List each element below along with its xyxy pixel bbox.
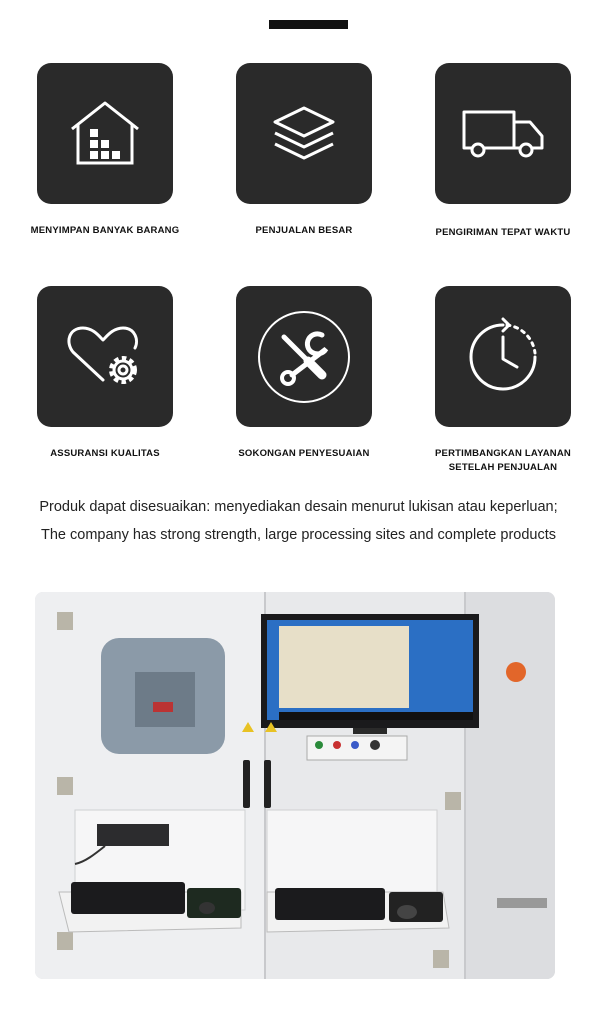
feature-quality (5, 286, 205, 461)
product-photo (35, 592, 555, 979)
top-accent-bar (269, 20, 348, 29)
feature-customization (204, 286, 404, 461)
machine-illustration (35, 592, 555, 979)
description-line-2: The company has strong strength, large processing sites and complete products (40, 527, 557, 543)
clock-refresh-icon (463, 317, 543, 397)
truck-icon (460, 104, 546, 164)
feature-label: SOKONGAN PENYESUAIAN (238, 448, 370, 459)
heart-gear-icon (65, 322, 145, 392)
feature-label: ASSURANSI KUALITAS (50, 448, 160, 459)
description-line-1: Produk dapat disesuaikan: menyediakan desain menurut lukisan atau keperluan; (39, 499, 558, 515)
tools-icon (256, 309, 352, 405)
feature-label: PERTIMBANGKAN LAYANAN SETELAH PENJUALAN (435, 448, 571, 473)
feature-tile (37, 286, 173, 427)
feature-tile (435, 286, 571, 427)
feature-warehouse (5, 63, 205, 238)
feature-tile (435, 63, 571, 204)
feature-label: MENYIMPAN BANYAK BARANG (30, 225, 180, 236)
warehouse-icon (68, 97, 142, 171)
feature-after-sales (403, 286, 597, 475)
feature-label: PENGIRIMAN TEPAT WAKTU (435, 227, 571, 238)
feature-label: PENJUALAN BESAR (255, 225, 353, 236)
feature-delivery (403, 63, 597, 240)
layers-icon (271, 104, 337, 164)
feature-tile (236, 286, 372, 427)
feature-tile (37, 63, 173, 204)
feature-sales (204, 63, 404, 238)
feature-tile (236, 63, 372, 204)
